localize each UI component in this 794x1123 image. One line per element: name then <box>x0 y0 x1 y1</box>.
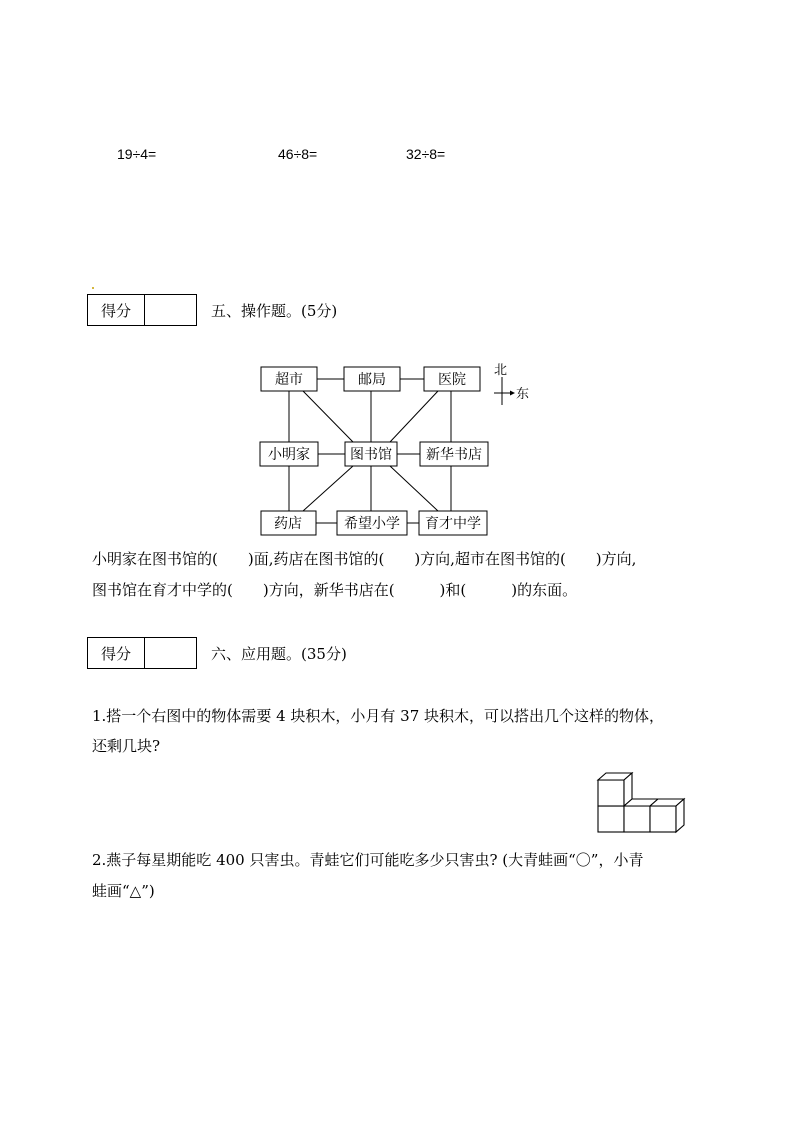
decorative-dot <box>92 287 94 289</box>
score-box-section6 <box>87 637 197 669</box>
question2-line1: 2.燕子每星期能吃 400 只害虫。青蛙它们可能吃多少只害虫? (大青蛙画“〇”，小青 <box>92 851 644 869</box>
compass-icon <box>494 363 529 405</box>
node-label-supermarket: 超市 <box>275 372 303 388</box>
question2-line2: 蛙画“△”) <box>92 882 155 900</box>
node-label-library: 图书馆 <box>350 447 392 463</box>
node-label-yucai-middle: 育才中学 <box>425 516 481 532</box>
equation-1: 19÷4= <box>117 146 157 162</box>
compass-east-label: 东 <box>516 387 530 402</box>
score-blank[interactable] <box>145 295 196 325</box>
equation-3: 32÷8= <box>406 146 446 162</box>
node-label-hope-primary: 希望小学 <box>344 516 400 532</box>
cube-blocks-figure <box>596 772 688 834</box>
section5-question-line1: 小明家在图书馆的( )面,药店在图书馆的( )方向,超市在图书馆的( )方向, <box>92 550 637 568</box>
question1-line1: 1.搭一个右图中的物体需要 4 块积木，小月有 37 块积木，可以搭出几个这样的物体， <box>92 707 665 725</box>
score-label: 得分 <box>88 295 145 325</box>
equation-2: 46÷8= <box>278 146 318 162</box>
section6-title: 六、应用题。(35分) <box>211 645 347 663</box>
node-label-pharmacy: 药店 <box>274 516 302 532</box>
node-label-hospital: 医院 <box>438 372 466 388</box>
section5-title: 五、操作题。(5分) <box>211 302 338 320</box>
score-label: 得分 <box>88 638 145 668</box>
section5-question-line2: 图书馆在育才中学的( )方向，新华书店在( )和( )的东面。 <box>92 581 578 599</box>
node-label-post-office: 邮局 <box>358 372 386 388</box>
score-blank[interactable] <box>145 638 196 668</box>
question1-line2: 还剩几块? <box>92 737 161 755</box>
map-diagram <box>240 355 540 540</box>
node-label-xinhua-bookstore: 新华书店 <box>426 447 482 463</box>
score-box-section5 <box>87 294 197 326</box>
compass-north-label: 北 <box>494 363 508 378</box>
node-label-xiaoming-home: 小明家 <box>268 447 310 463</box>
